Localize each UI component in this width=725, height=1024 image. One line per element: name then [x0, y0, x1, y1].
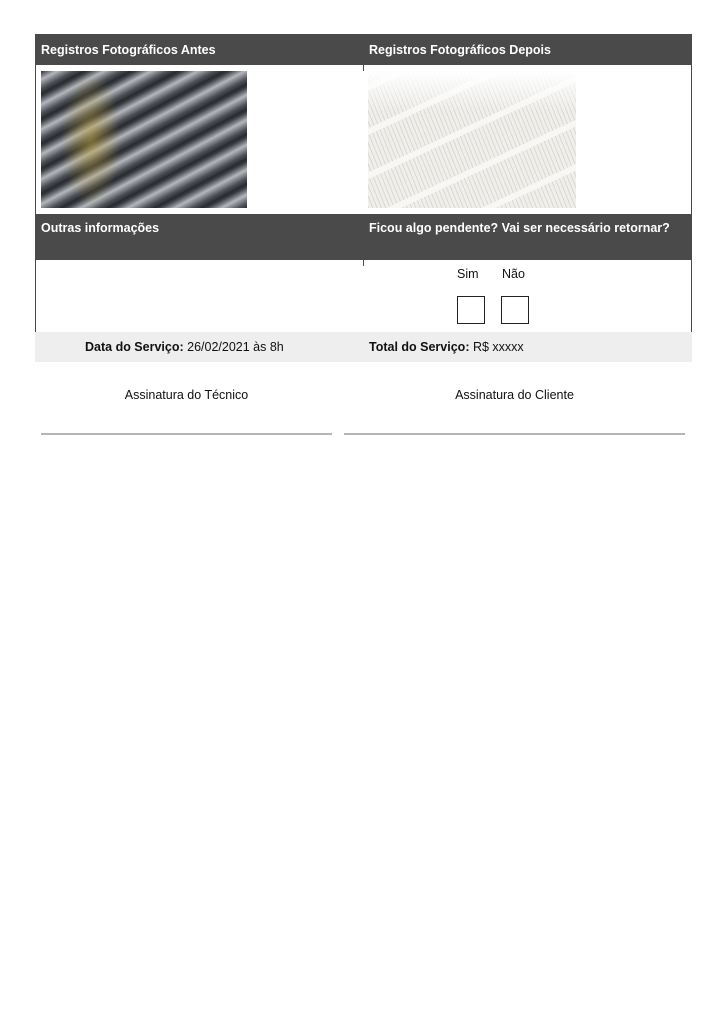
photos-after-title: Registros Fotográficos Depois [369, 42, 551, 57]
service-date-label: Data do Serviço: [85, 340, 184, 354]
service-total-label: Total do Serviço: [369, 340, 470, 354]
other-info-content [36, 260, 363, 332]
service-report-table [35, 34, 692, 362]
option-nao-label: Não [502, 267, 525, 281]
service-total-value: R$ xxxxx [469, 340, 524, 354]
client-signature-label: Assinatura do Cliente [455, 388, 574, 402]
photo-before-cell [36, 65, 363, 214]
photos-before-title: Registros Fotográficos Antes [41, 42, 216, 57]
info-row [35, 260, 692, 332]
checkbox-sim[interactable] [457, 296, 485, 324]
photos-row [35, 65, 692, 214]
pending-options [363, 260, 691, 332]
service-date-value: 26/02/2021 às 8h [183, 340, 284, 354]
checkbox-nao[interactable] [501, 296, 529, 324]
pending-question-title: Ficou algo pendente? Vai ser necessário retornar? [369, 221, 670, 235]
service-total [363, 340, 692, 354]
photo-after-clean-filter [368, 71, 576, 208]
other-info-title: Outras informações [41, 221, 160, 235]
photos-header-row [35, 34, 692, 65]
info-header-row [35, 214, 692, 260]
client-signature-line [344, 433, 685, 435]
technician-signature-label: Assinatura do Técnico [124, 388, 249, 402]
option-sim-label: Sim [457, 267, 479, 281]
photo-before-dirty-filter [41, 71, 247, 208]
totals-row [35, 332, 692, 362]
service-date [35, 340, 363, 354]
technician-signature-line [41, 433, 332, 435]
photo-after-cell [363, 65, 691, 214]
